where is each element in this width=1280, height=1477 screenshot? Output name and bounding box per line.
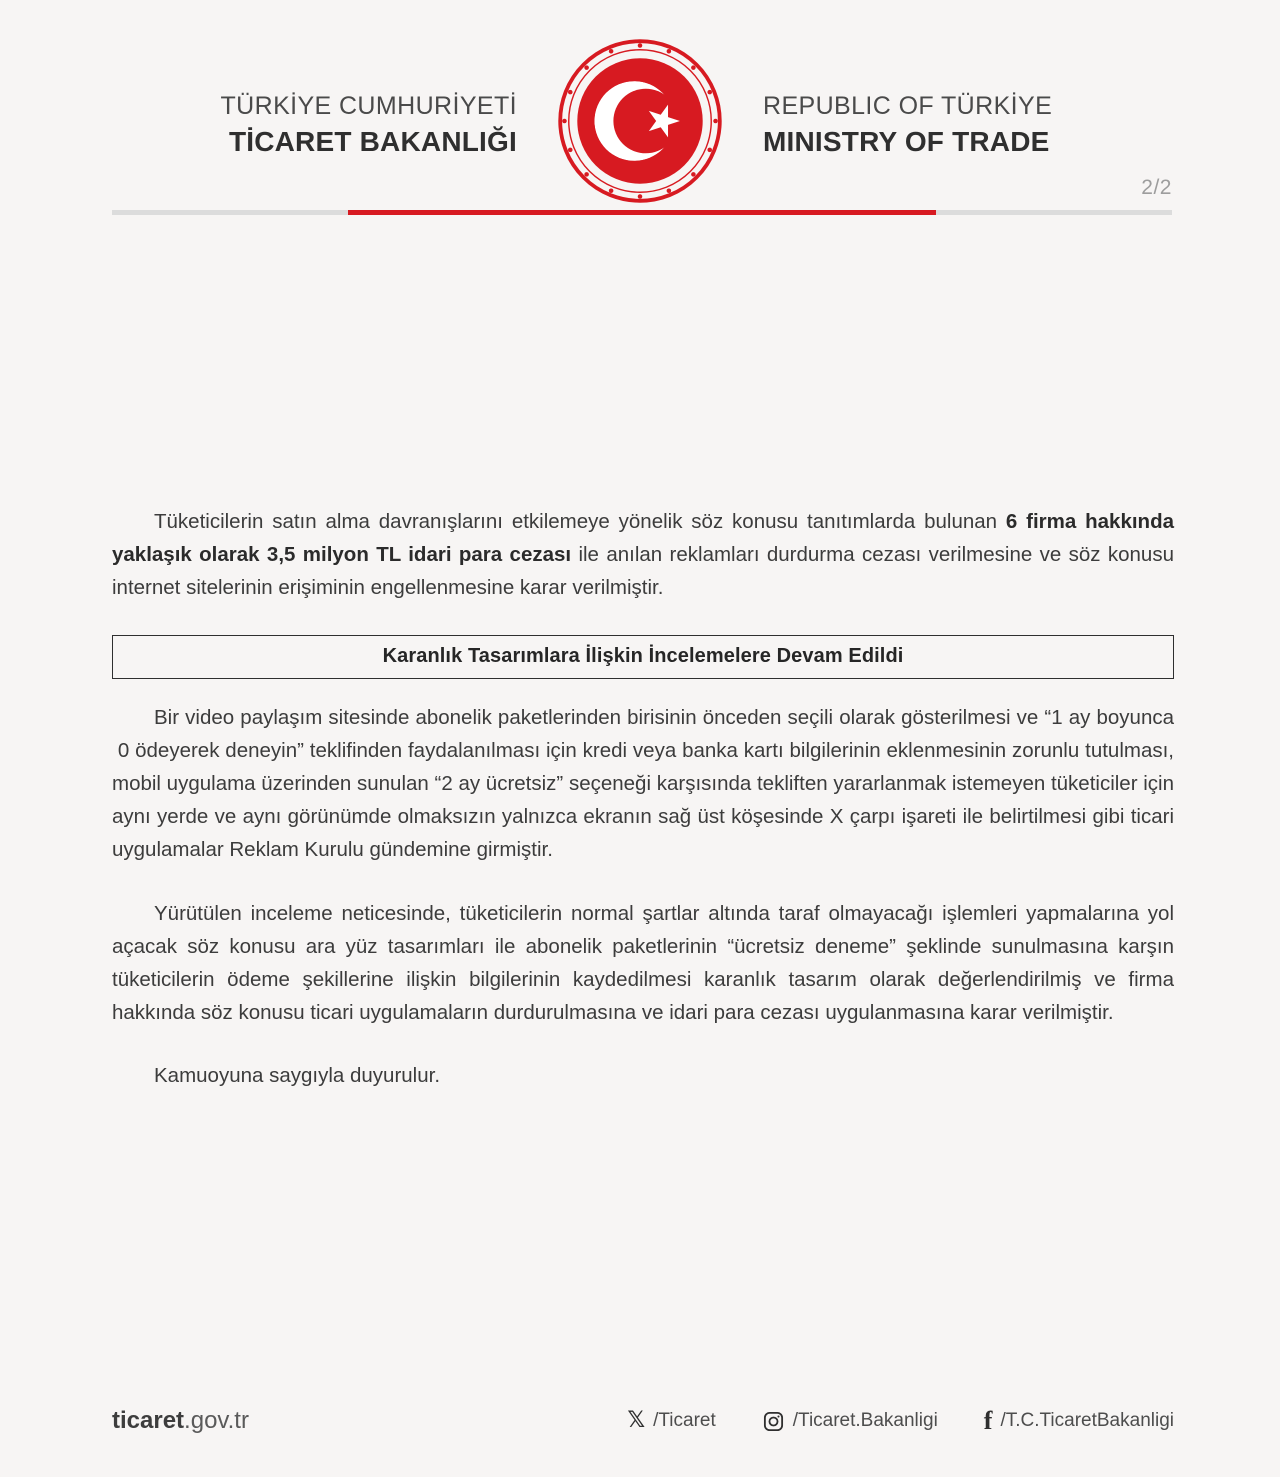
x-twitter-icon: 𝕏 [627, 1408, 646, 1433]
paragraph-decision: Yürütülen inceleme neticesinde, tüketicilerin normal şartlar altında taraf olmayacağı işlemleri yapmalarına yol açacak söz konusu ara yüz tasarımları ile abonelik paketlerinin “ücretsiz deneme” şeklinde sunulmasına karşın tüketicilerin ödeme şekillerine ilişkin bilgilerinin kaydedilmesi karanlık tasarım olarak değerlendirilmiş ve firma hakkında söz konusu ticari uygulamaların durdurulmasına ve idari para cezası uygulanmasına karar verilmiştir. [112, 901, 1174, 1025]
paragraph-penalty-highlight: 6 firma hakkında yaklaşık olarak 3,5 milyon TL idari para cezası [112, 510, 1174, 567]
social-link-facebook-label: /T.C.TicaretBakanligi [1000, 1410, 1174, 1431]
footer-social-links [627, 1408, 1174, 1434]
social-link-x-label: /Ticaret [653, 1410, 716, 1431]
paragraph-penalty [112, 505, 1174, 605]
footer-website[interactable] [112, 1407, 249, 1435]
paragraph-penalty-part2: ile anılan reklamları durdurma cezası verilmesine ve söz konusu internet sitelerinin erişiminin engellenmesine karar verilmiştir. [112, 543, 1174, 600]
ministry-title-en: MINISTRY OF TRADE [763, 125, 1050, 157]
turkish-state-emblem-icon [545, 26, 735, 216]
page-number: 2/2 [1141, 176, 1172, 199]
footer-website-domain: .gov.tr [184, 1407, 249, 1434]
section-subtitle-box [112, 635, 1174, 679]
paragraph-closing: Kamuoyuna saygıyla duyurulur. [154, 1064, 441, 1088]
ministry-name-turkish [205, 92, 545, 158]
document-header [0, 34, 1280, 194]
social-link-facebook[interactable] [984, 1408, 1174, 1434]
facebook-icon: f [983, 1406, 993, 1435]
footer-website-brand: ticaret [112, 1407, 185, 1434]
ministry-country-tr: TÜRKİYE CUMHURİYETİ [220, 92, 517, 121]
section-subtitle: Karanlık Tasarımlara İlişkin İncelemelere Devam Edildi [382, 645, 904, 668]
social-link-x[interactable] [627, 1410, 715, 1432]
header-divider [112, 210, 1172, 215]
ministry-country-en: REPUBLIC OF TÜRKİYE [763, 92, 1053, 121]
social-link-instagram-label: /Ticaret.Bakanligi [792, 1410, 938, 1431]
document-body [112, 505, 1174, 1093]
ministry-title-tr: TİCARET BAKANLIĞI [228, 125, 517, 157]
paragraph-penalty-part1: Tüketicilerin satın alma davranışlarını etkilemeye yönelik söz konusu tanıtımlarda bulunan [154, 510, 1006, 533]
header-divider-accent [348, 210, 936, 215]
paragraph-dark-patterns-case: Bir video paylaşım sitesinde abonelik paketlerinden birisinin önceden seçili olarak gösterilmesi ve “1 ay boyunca 0 ödeyerek deneyin” teklifinden faydalanılması için kredi veya banka kartı bilgilerinin eklenmesinin zorunlu tutulması, mobil uygulama üzerinden sunulan “2 ay ücretsiz” seçeneği karşısında tekliften yararlanmak istemeyen tüketiciler için aynı yerde ve aynı görünümde olmaksızın yalnızca ekranın sağ üst köşesinde X çarpı işareti ile belirtilmesi gibi ticari uygulamalar Reklam Kurulu gündemine girmiştir. [112, 705, 1174, 862]
ministry-name-english [735, 92, 1075, 158]
social-link-instagram[interactable] [762, 1410, 938, 1433]
document-footer [112, 1407, 1174, 1435]
instagram-icon [762, 1410, 785, 1433]
